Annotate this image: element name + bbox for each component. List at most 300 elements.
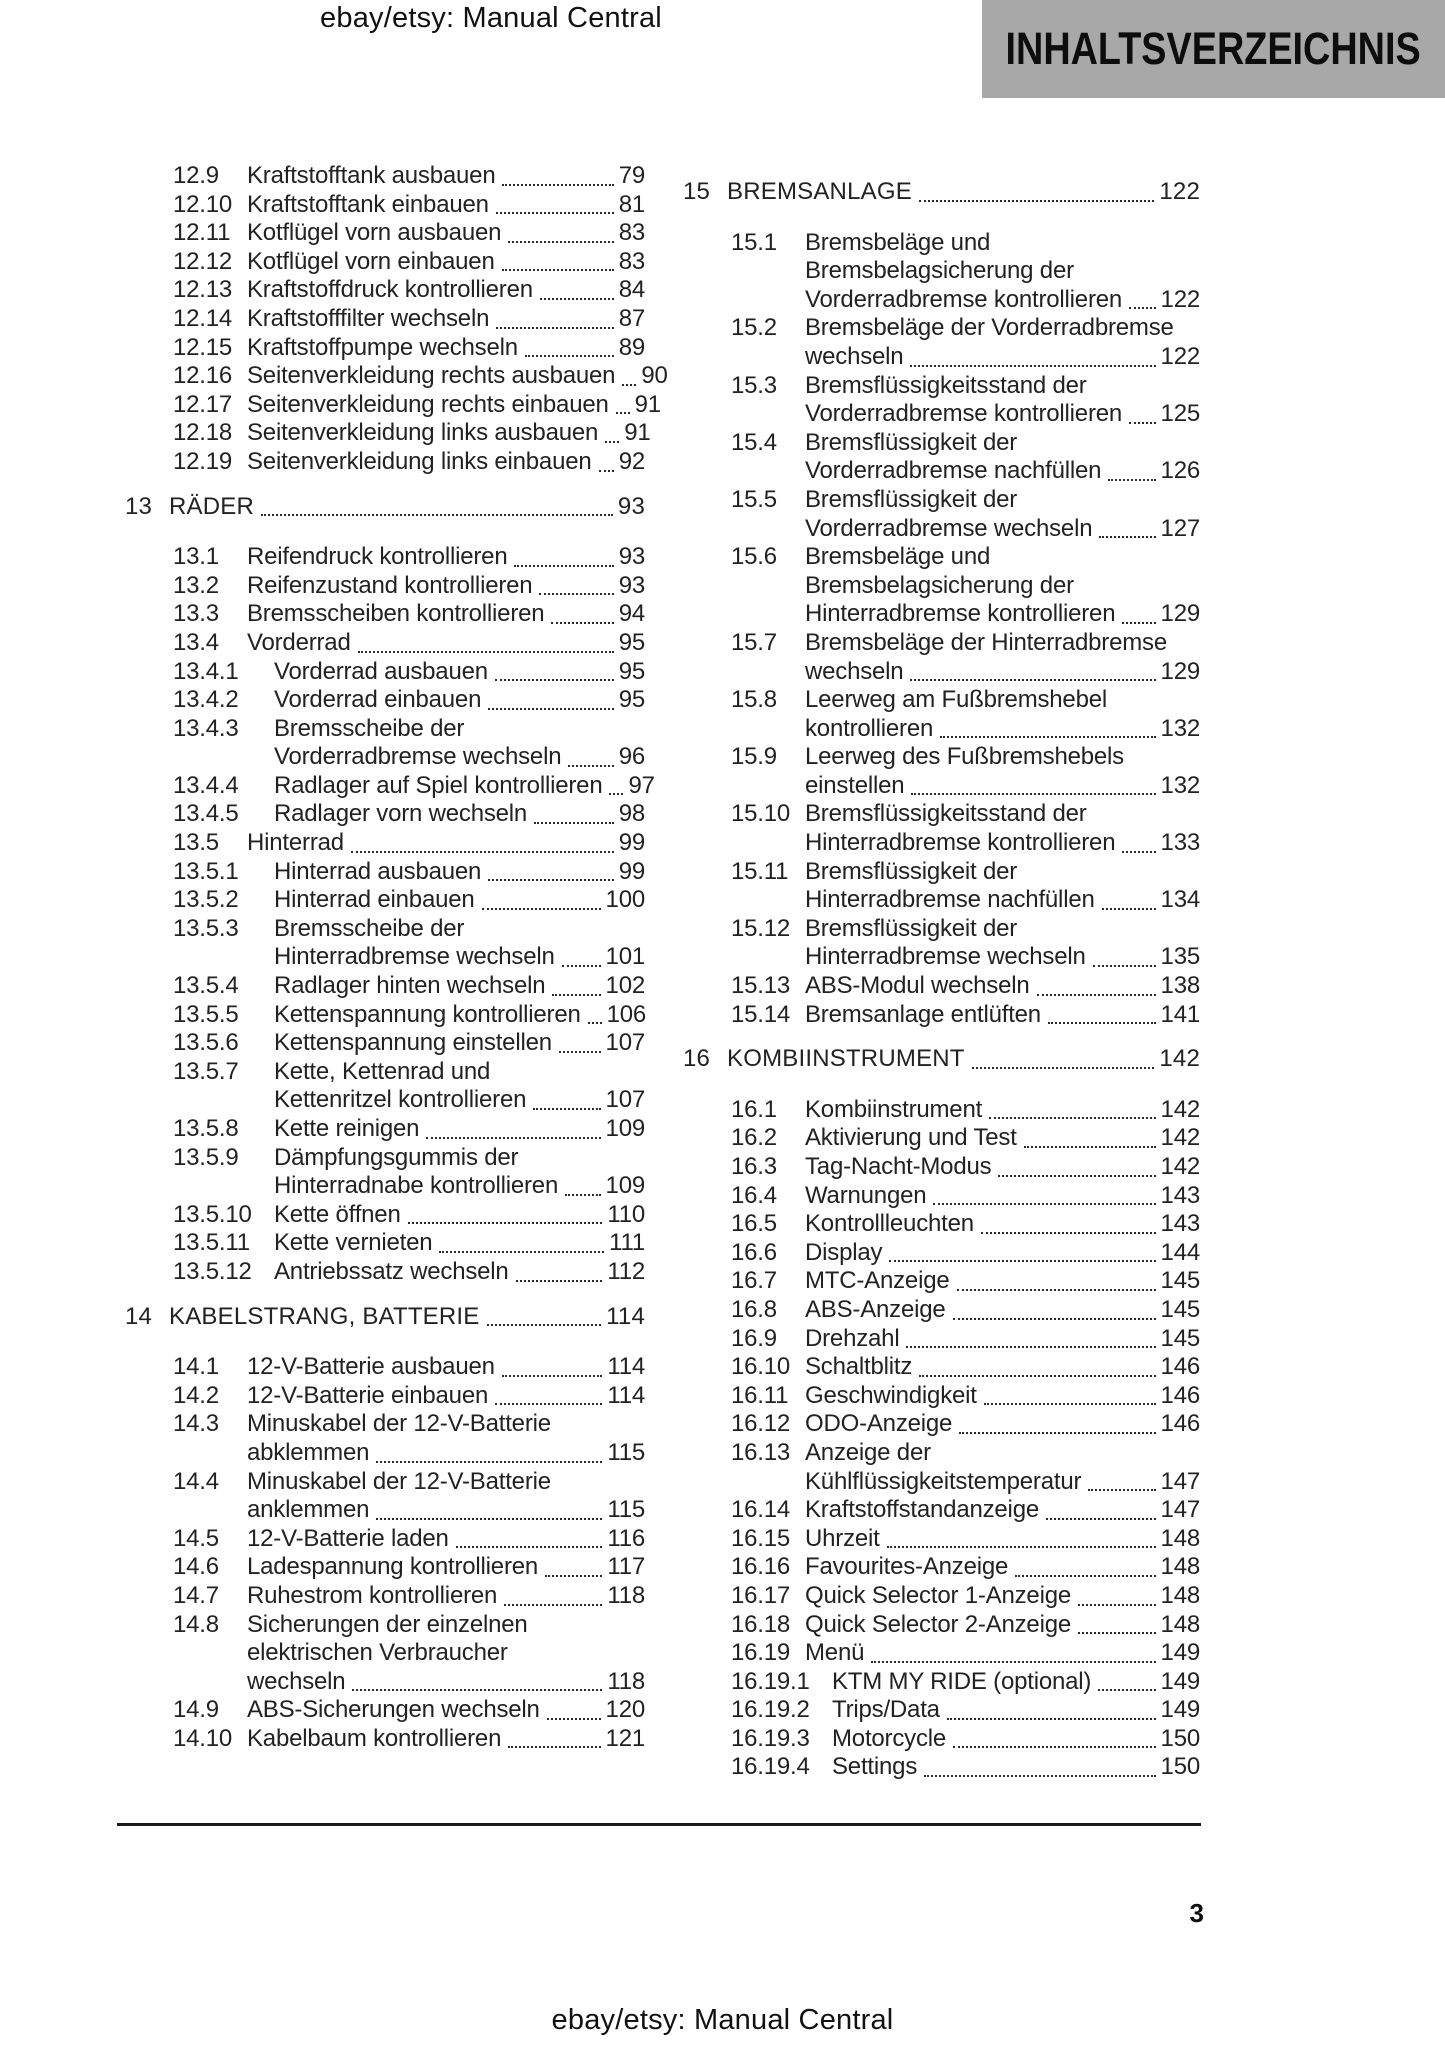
entry-line [247, 829, 645, 858]
entry-number: 13.3 [173, 600, 219, 628]
entry-line [247, 1582, 645, 1611]
entry-page-ref: 116 [607, 1524, 645, 1552]
entry-label: Schaltblitz [805, 1353, 913, 1381]
entry-page-ref: 101 [605, 943, 645, 971]
dot-leader [533, 1108, 600, 1110]
entry-line [274, 915, 645, 944]
entry-label: Kettenspannung kontrollieren [274, 1000, 581, 1028]
entry-label: Hinterrad ausbauen [274, 857, 482, 885]
entry-number: 14.2 [173, 1381, 219, 1409]
dot-leader [408, 1222, 603, 1224]
entry-page-ref: 90 [641, 362, 668, 390]
toc-chapter [683, 1045, 1200, 1074]
entry-body [169, 493, 645, 522]
entry-line [247, 543, 645, 572]
entry-body [805, 1267, 1200, 1296]
entry-label: wechseln [247, 1667, 346, 1695]
toc-item [125, 1144, 645, 1201]
dot-leader [1122, 622, 1155, 624]
entry-page-ref: 142 [1159, 1045, 1200, 1073]
entry-body [247, 543, 645, 572]
toc-item [683, 1296, 1200, 1325]
entry-number: 13.2 [173, 571, 219, 599]
entry-number: 16.18 [731, 1610, 791, 1638]
entry-body [805, 1096, 1200, 1125]
entry-body [832, 1753, 1200, 1782]
entry-label: Kraftstoffpumpe wechseln [247, 333, 518, 361]
entry-body [247, 1611, 645, 1697]
dot-leader [919, 1375, 1155, 1377]
entry-page-ref: 149 [1160, 1667, 1200, 1695]
entry-page-ref: 92 [618, 447, 645, 475]
entry-line [169, 1303, 645, 1332]
entry-line [247, 1696, 645, 1725]
entry-label: Menü [805, 1639, 865, 1667]
entry-line [247, 1639, 645, 1668]
dot-leader [551, 622, 613, 624]
entry-line [805, 1182, 1200, 1211]
entry-label: Hinterradbremse kontrollieren [805, 600, 1116, 628]
dot-leader [1088, 1489, 1155, 1491]
entry-line [247, 219, 645, 248]
entry-page-ref: 114 [607, 1353, 645, 1381]
toc-item [683, 1001, 1200, 1030]
entry-body [247, 600, 645, 629]
entry-body [805, 1124, 1200, 1153]
entry-label: Hinterradbremse wechseln [805, 943, 1086, 971]
toc-item [125, 1696, 645, 1725]
entry-body [274, 771, 655, 801]
entry-line [727, 1045, 1200, 1074]
entry-line [274, 858, 645, 887]
entry-page-ref: 146 [1160, 1410, 1200, 1438]
header-doc-title: ebay/etsy: Manual Central [320, 2, 662, 34]
entry-page-ref: 147 [1160, 1467, 1200, 1495]
entry-label: Hinterrad [247, 829, 344, 857]
entry-body [832, 1668, 1200, 1697]
entry-label: Geschwindigkeit [805, 1381, 977, 1409]
toc-item [125, 390, 661, 420]
dot-leader [352, 1689, 602, 1691]
entry-page-ref: 122 [1159, 178, 1200, 205]
dot-leader [1102, 908, 1156, 910]
entry-body [247, 362, 668, 391]
entry-page-ref: 102 [605, 972, 645, 1000]
entry-label: Aktivierung und Test [805, 1124, 1017, 1152]
entry-body [247, 419, 651, 448]
entry-number: 13.4 [173, 628, 219, 656]
entry-number: 14.4 [173, 1467, 219, 1495]
toc-item [683, 1582, 1200, 1611]
dot-leader [495, 1403, 602, 1405]
entry-page-ref: 120 [605, 1696, 645, 1724]
toc-item [125, 334, 645, 363]
entry-page-ref: 145 [1160, 1295, 1200, 1323]
entry-number: 16.7 [731, 1267, 777, 1295]
entry-page-ref: 147 [1160, 1496, 1200, 1524]
entry-body [805, 314, 1200, 371]
entry-number: 13.5.9 [173, 1143, 239, 1171]
dot-leader [911, 793, 1155, 795]
entry-line [247, 419, 651, 448]
entry-number: 12.14 [173, 304, 233, 332]
dot-leader [1037, 994, 1156, 996]
entry-page-ref: 127 [1160, 514, 1200, 542]
entry-line [247, 248, 645, 277]
entry-number: 12.9 [173, 162, 219, 189]
entry-number: 16.19.3 [731, 1724, 810, 1752]
entry-line [247, 1496, 645, 1525]
toc-item [125, 1553, 645, 1582]
entry-line [805, 1525, 1200, 1554]
dot-leader [351, 851, 614, 853]
entry-number: 13.4.5 [173, 800, 239, 828]
dot-leader [910, 679, 1155, 681]
toc-item [125, 1001, 645, 1030]
entry-label: Kraftstoffstandanzeige [805, 1496, 1039, 1524]
toc-item [683, 1210, 1200, 1239]
entry-label: Vorderradbremse wechseln [805, 514, 1093, 542]
toc-item [125, 629, 645, 658]
entry-line [805, 1410, 1200, 1439]
entry-label: Vorderradbremse kontrollieren [805, 400, 1123, 428]
entry-label: Kette öffnen [274, 1200, 401, 1228]
entry-label: Bremsflüssigkeit der [805, 857, 1018, 885]
entry-body [805, 1153, 1200, 1182]
entry-number: 13.1 [173, 543, 219, 571]
entry-line [274, 1086, 645, 1115]
entry-body [274, 658, 645, 687]
entry-line [247, 334, 645, 363]
toc-item [683, 1267, 1200, 1296]
entry-label: wechseln [805, 657, 904, 685]
toc-item [683, 314, 1200, 371]
entry-page-ref: 118 [607, 1667, 645, 1695]
toc-item [683, 1611, 1200, 1640]
entry-label: Minuskabel der 12-V-Batterie [247, 1410, 551, 1438]
entry-line [805, 629, 1200, 658]
toc-item [683, 486, 1200, 543]
entry-number: 15.10 [731, 800, 791, 828]
entry-label: Antriebssatz wechseln [274, 1257, 509, 1285]
dot-leader [540, 298, 614, 300]
entry-line [805, 543, 1200, 572]
entry-body [274, 972, 645, 1001]
toc-item [125, 972, 645, 1001]
entry-label: 12-V-Batterie einbauen [247, 1381, 489, 1409]
entry-body [805, 800, 1200, 857]
dot-leader [502, 269, 614, 271]
entry-page-ref: 107 [605, 1029, 645, 1057]
entry-line [805, 972, 1200, 1001]
toc-heading: INHALTSVERZEICHNIS [1005, 23, 1422, 74]
dot-leader [959, 1432, 1155, 1434]
entry-number: 12.15 [173, 333, 233, 361]
toc-item [125, 1229, 645, 1258]
entry-label: Settings [832, 1753, 918, 1781]
entry-label: RÄDER [169, 492, 255, 520]
entry-label: 12-V-Batterie laden [247, 1524, 449, 1552]
entry-line [247, 1725, 645, 1754]
entry-label: Seitenverkleidung rechts ausbauen [247, 362, 616, 390]
entry-number: 16.14 [731, 1496, 791, 1524]
entry-page-ref: 144 [1160, 1238, 1200, 1266]
toc-item [125, 1201, 645, 1230]
entry-label: Radlager vorn wechseln [274, 800, 528, 828]
toc-item [125, 572, 645, 601]
entry-line [274, 1058, 645, 1087]
entry-page-ref: 91 [624, 419, 651, 447]
entry-body [805, 1639, 1200, 1668]
entry-line [247, 1668, 645, 1697]
entry-body [274, 800, 645, 829]
entry-label: Leerweg am Fußbremshebel [805, 686, 1108, 714]
entry-line [247, 1410, 645, 1439]
entry-line [805, 1239, 1200, 1268]
entry-label: Display [805, 1238, 883, 1266]
entry-label: Kraftstofftank einbauen [247, 190, 489, 218]
entry-label: Kotflügel vorn ausbauen [247, 219, 502, 247]
entry-line [274, 1201, 645, 1230]
entry-label: Bremsflüssigkeit der [805, 914, 1018, 942]
entry-body [805, 1296, 1200, 1325]
entry-line [805, 600, 1200, 629]
entry-label: Bremsflüssigkeit der [805, 485, 1018, 513]
entry-number: 16.8 [731, 1295, 777, 1323]
entry-line [247, 390, 661, 420]
entry-line [274, 1029, 645, 1058]
dot-leader [599, 470, 614, 472]
entry-line [805, 1296, 1200, 1325]
entry-number: 16.17 [731, 1581, 791, 1609]
entry-body [274, 1144, 645, 1201]
entry-label: kontrollieren [805, 714, 934, 742]
entry-page-ref: 83 [618, 219, 645, 247]
dot-leader [488, 879, 613, 881]
entry-label: Drehzahl [805, 1324, 900, 1352]
entry-body [274, 886, 645, 915]
toc-item [683, 1525, 1200, 1554]
entry-label: elektrischen Verbraucher [247, 1639, 508, 1667]
entry-line [247, 191, 645, 220]
dot-leader [1024, 1146, 1156, 1148]
entry-page-ref: 146 [1160, 1381, 1200, 1409]
entry-page-ref: 81 [618, 190, 645, 218]
dot-leader [887, 1546, 1156, 1548]
dot-leader [376, 1461, 602, 1463]
dot-leader [261, 514, 613, 516]
entry-line [832, 1753, 1200, 1782]
dot-leader [588, 1022, 602, 1024]
entry-page-ref: 97 [628, 771, 655, 799]
toc-item [125, 800, 645, 829]
entry-body [805, 1582, 1200, 1611]
entry-page-ref: 149 [1160, 1639, 1200, 1667]
entry-number: 16.10 [731, 1353, 791, 1381]
entry-body [247, 629, 645, 658]
entry-page-ref: 125 [1160, 400, 1200, 428]
entry-page-ref: 93 [618, 571, 645, 599]
dot-leader [1046, 1518, 1156, 1520]
entry-label: KABELSTRANG, BATTERIE [169, 1302, 480, 1330]
entry-label: Warnungen [805, 1181, 927, 1209]
dot-leader [1129, 307, 1156, 309]
dot-leader [456, 1546, 603, 1548]
entry-page-ref: 111 [609, 1229, 645, 1257]
entry-number: 16.19.2 [731, 1696, 810, 1724]
toc-item [125, 600, 645, 629]
entry-line [805, 486, 1200, 515]
dot-leader [998, 1175, 1155, 1177]
entry-line [805, 1001, 1200, 1030]
toc-item [683, 1668, 1200, 1697]
entry-page-ref: 110 [607, 1200, 645, 1228]
dot-leader [972, 1067, 1155, 1069]
toc-item [683, 1639, 1200, 1668]
entry-page-ref: 93 [618, 543, 645, 571]
entry-line [247, 1525, 645, 1554]
entry-page-ref: 99 [618, 857, 645, 885]
entry-body [805, 686, 1200, 743]
entry-line [805, 1468, 1200, 1497]
dot-leader [981, 1232, 1156, 1234]
entry-label: Vorderrad ausbauen [274, 657, 488, 685]
dot-leader [1078, 1632, 1156, 1634]
entry-number: 13.5.10 [173, 1200, 252, 1228]
entry-line [274, 1144, 645, 1173]
entry-body [805, 1525, 1200, 1554]
entry-line [247, 362, 668, 391]
dot-leader [924, 1775, 1155, 1777]
entry-number: 15.5 [731, 485, 777, 513]
dot-leader [1078, 1604, 1156, 1606]
entry-label: Kabelbaum kontrollieren [247, 1724, 502, 1752]
entry-body [247, 1553, 645, 1582]
entry-label: Vorderradbremse nachfüllen [805, 457, 1102, 485]
entry-body [274, 1115, 645, 1144]
entry-number: 16.19.4 [731, 1753, 810, 1781]
entry-label: Bremsbeläge der Vorderradbremse [805, 314, 1174, 342]
dot-leader [559, 1051, 601, 1053]
entry-label: Radlager hinten wechseln [274, 972, 546, 1000]
entry-body [274, 715, 645, 772]
entry-page-ref: 121 [605, 1724, 645, 1752]
dot-leader [1098, 1689, 1155, 1691]
entry-line [727, 178, 1200, 207]
toc-item [683, 1124, 1200, 1153]
toc-item [683, 858, 1200, 915]
entry-body [274, 1029, 645, 1058]
toc-item [683, 1325, 1200, 1354]
entry-body [274, 858, 645, 887]
entry-number: 16.11 [731, 1381, 789, 1409]
dot-leader [539, 593, 613, 595]
dot-leader [953, 1318, 1156, 1320]
entry-label: Dämpfungsgummis der [274, 1143, 519, 1171]
entry-line [247, 600, 645, 629]
entry-line [274, 1258, 645, 1287]
entry-page-ref: 117 [607, 1553, 645, 1581]
entry-number: 14.8 [173, 1610, 219, 1638]
entry-number: 13.5 [173, 829, 219, 857]
entry-number: 16.2 [731, 1124, 777, 1152]
entry-body [247, 572, 645, 601]
entry-page-ref: 129 [1160, 600, 1200, 628]
toc-item [683, 1496, 1200, 1525]
entry-line [169, 493, 645, 522]
entry-body [805, 1239, 1200, 1268]
entry-line [805, 943, 1200, 972]
entry-body [805, 1182, 1200, 1211]
entry-page-ref: 93 [617, 492, 645, 520]
entry-page-ref: 95 [618, 628, 645, 656]
dot-leader [919, 200, 1154, 202]
entry-line [805, 400, 1200, 429]
entry-page-ref: 115 [607, 1496, 645, 1524]
entry-label: Vorderradbremse wechseln [274, 743, 562, 771]
dot-leader [622, 384, 636, 386]
entry-page-ref: 95 [618, 657, 645, 685]
entry-line [274, 943, 645, 972]
entry-line [274, 1115, 645, 1144]
dot-leader [1129, 422, 1156, 424]
toc-item [683, 1382, 1200, 1411]
entry-page-ref: 138 [1160, 972, 1200, 1000]
toc-item [683, 743, 1200, 800]
dot-leader [504, 1604, 602, 1606]
entry-label: 12-V-Batterie ausbauen [247, 1353, 495, 1381]
entry-label: Anzeige der [805, 1438, 931, 1466]
dot-leader [439, 1251, 604, 1253]
entry-label: BREMSANLAGE [727, 178, 912, 205]
entry-number: 16.5 [731, 1210, 777, 1238]
entry-number: 14.9 [173, 1696, 219, 1724]
entry-label: ABS-Anzeige [805, 1295, 946, 1323]
entry-body [727, 1045, 1200, 1074]
entry-label: Kombiinstrument [805, 1095, 983, 1123]
toc-heading-box [982, 0, 1445, 98]
entry-body [805, 1353, 1200, 1382]
entry-line [805, 886, 1200, 915]
toc-item [683, 915, 1200, 972]
entry-line [805, 515, 1200, 544]
entry-page-ref: 134 [1160, 886, 1200, 914]
entry-page-ref: 126 [1160, 457, 1200, 485]
entry-line [805, 1553, 1200, 1582]
entry-label: wechseln [805, 342, 904, 370]
entry-number: 16.15 [731, 1524, 791, 1552]
entry-body [805, 1001, 1200, 1030]
dot-leader [516, 1280, 603, 1282]
toc-chapter [125, 1303, 645, 1332]
dot-leader [953, 1746, 1156, 1748]
entry-number: 15.7 [731, 628, 777, 656]
toc-item [125, 362, 668, 391]
entry-line [274, 1001, 645, 1030]
entry-page-ref: 109 [605, 1172, 645, 1200]
entry-label: Bremsbelagsicherung der [805, 257, 1074, 285]
entry-page-ref: 115 [607, 1438, 645, 1466]
entry-page-ref: 99 [618, 829, 645, 857]
entry-body [247, 1696, 645, 1725]
dot-leader [933, 1203, 1155, 1205]
entry-label: Vorderrad [247, 628, 351, 656]
entry-line [805, 743, 1200, 772]
entry-line [805, 1325, 1200, 1354]
entry-body [805, 1410, 1200, 1439]
entry-page-ref: 146 [1160, 1353, 1200, 1381]
toc-item [683, 1553, 1200, 1582]
